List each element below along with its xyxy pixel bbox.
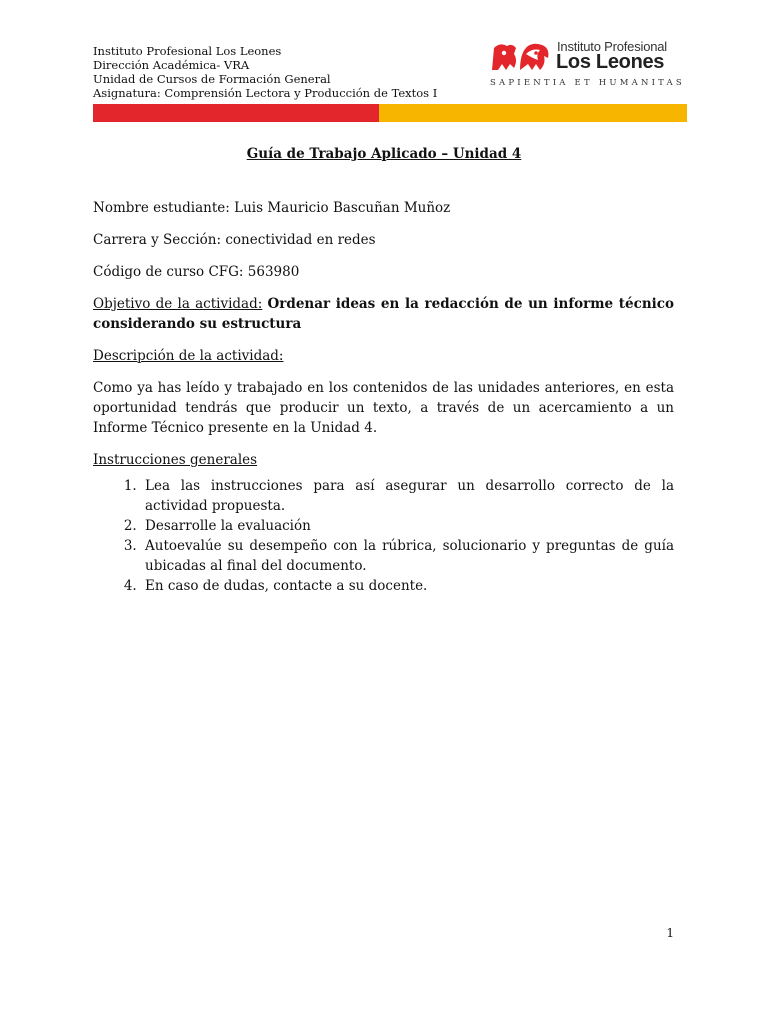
career-value: conectividad en redes xyxy=(225,232,376,248)
instructions-list xyxy=(93,476,674,596)
objective-paragraph xyxy=(93,294,674,334)
institution-logo xyxy=(490,38,688,88)
instruction-item: 2. Desarrolle la evaluación xyxy=(141,516,674,536)
description-heading: Descripción de la actividad: xyxy=(93,348,284,364)
description-paragraph: Como ya has leído y trabajado en los contenidos de las unidades anteriores, en esta oportunidad tendrás que producir un texto, a través de un acercamiento a un Informe Técnico presente en la Unidad 4. xyxy=(93,380,674,436)
color-bar-yellow xyxy=(379,104,687,122)
course-code-label: Código de curso CFG: xyxy=(93,264,244,280)
header-line-subject: Asignatura: Comprensión Lectora y Producción de Textos I xyxy=(93,86,438,100)
document-title: Guía de Trabajo Aplicado – Unidad 4 xyxy=(246,146,522,162)
career-line xyxy=(93,230,674,250)
logo-tagline: SAPIENTIA ET HUMANITAS xyxy=(490,78,685,88)
student-name-label: Nombre estudiante: xyxy=(93,200,230,216)
instruction-item: 3. Autoevalúe su desempeño con la rúbrica, solucionario y preguntas de guía ubicadas al final del documento. xyxy=(141,536,674,576)
header-line-unit: Unidad de Cursos de Formación General xyxy=(93,72,331,86)
lion-emblem-icon xyxy=(490,40,552,74)
header-line-direction: Dirección Académica- VRA xyxy=(93,58,250,72)
logo-text-institute: Instituto Profesional xyxy=(557,39,667,54)
instruction-item: 1. Lea las instrucciones para así asegurar un desarrollo correcto de la actividad propuesta. xyxy=(141,476,674,516)
instruction-item: 4. En caso de dudas, contacte a su docente. xyxy=(141,576,674,596)
instructions-heading: Instrucciones generales xyxy=(93,452,258,468)
objective-text: Ordenar ideas en la redacción de un informe técnico considerando su estructura xyxy=(93,296,674,332)
objective-label: Objetivo de la actividad: xyxy=(93,296,263,312)
document-header xyxy=(93,44,437,100)
document-body xyxy=(93,198,674,596)
career-label: Carrera y Sección: xyxy=(93,232,222,248)
student-name-value: Luis Mauricio Bascuñan Muñoz xyxy=(234,200,451,216)
color-bar-red xyxy=(93,104,379,122)
student-name-line xyxy=(93,198,674,218)
logo-text-name: Los Leones xyxy=(556,51,665,73)
page-number: 1 xyxy=(666,926,674,940)
header-line-institution: Instituto Profesional Los Leones xyxy=(93,44,282,58)
course-code-value: 563980 xyxy=(247,264,300,280)
course-code-line xyxy=(93,262,674,282)
header-color-bar xyxy=(93,104,687,122)
